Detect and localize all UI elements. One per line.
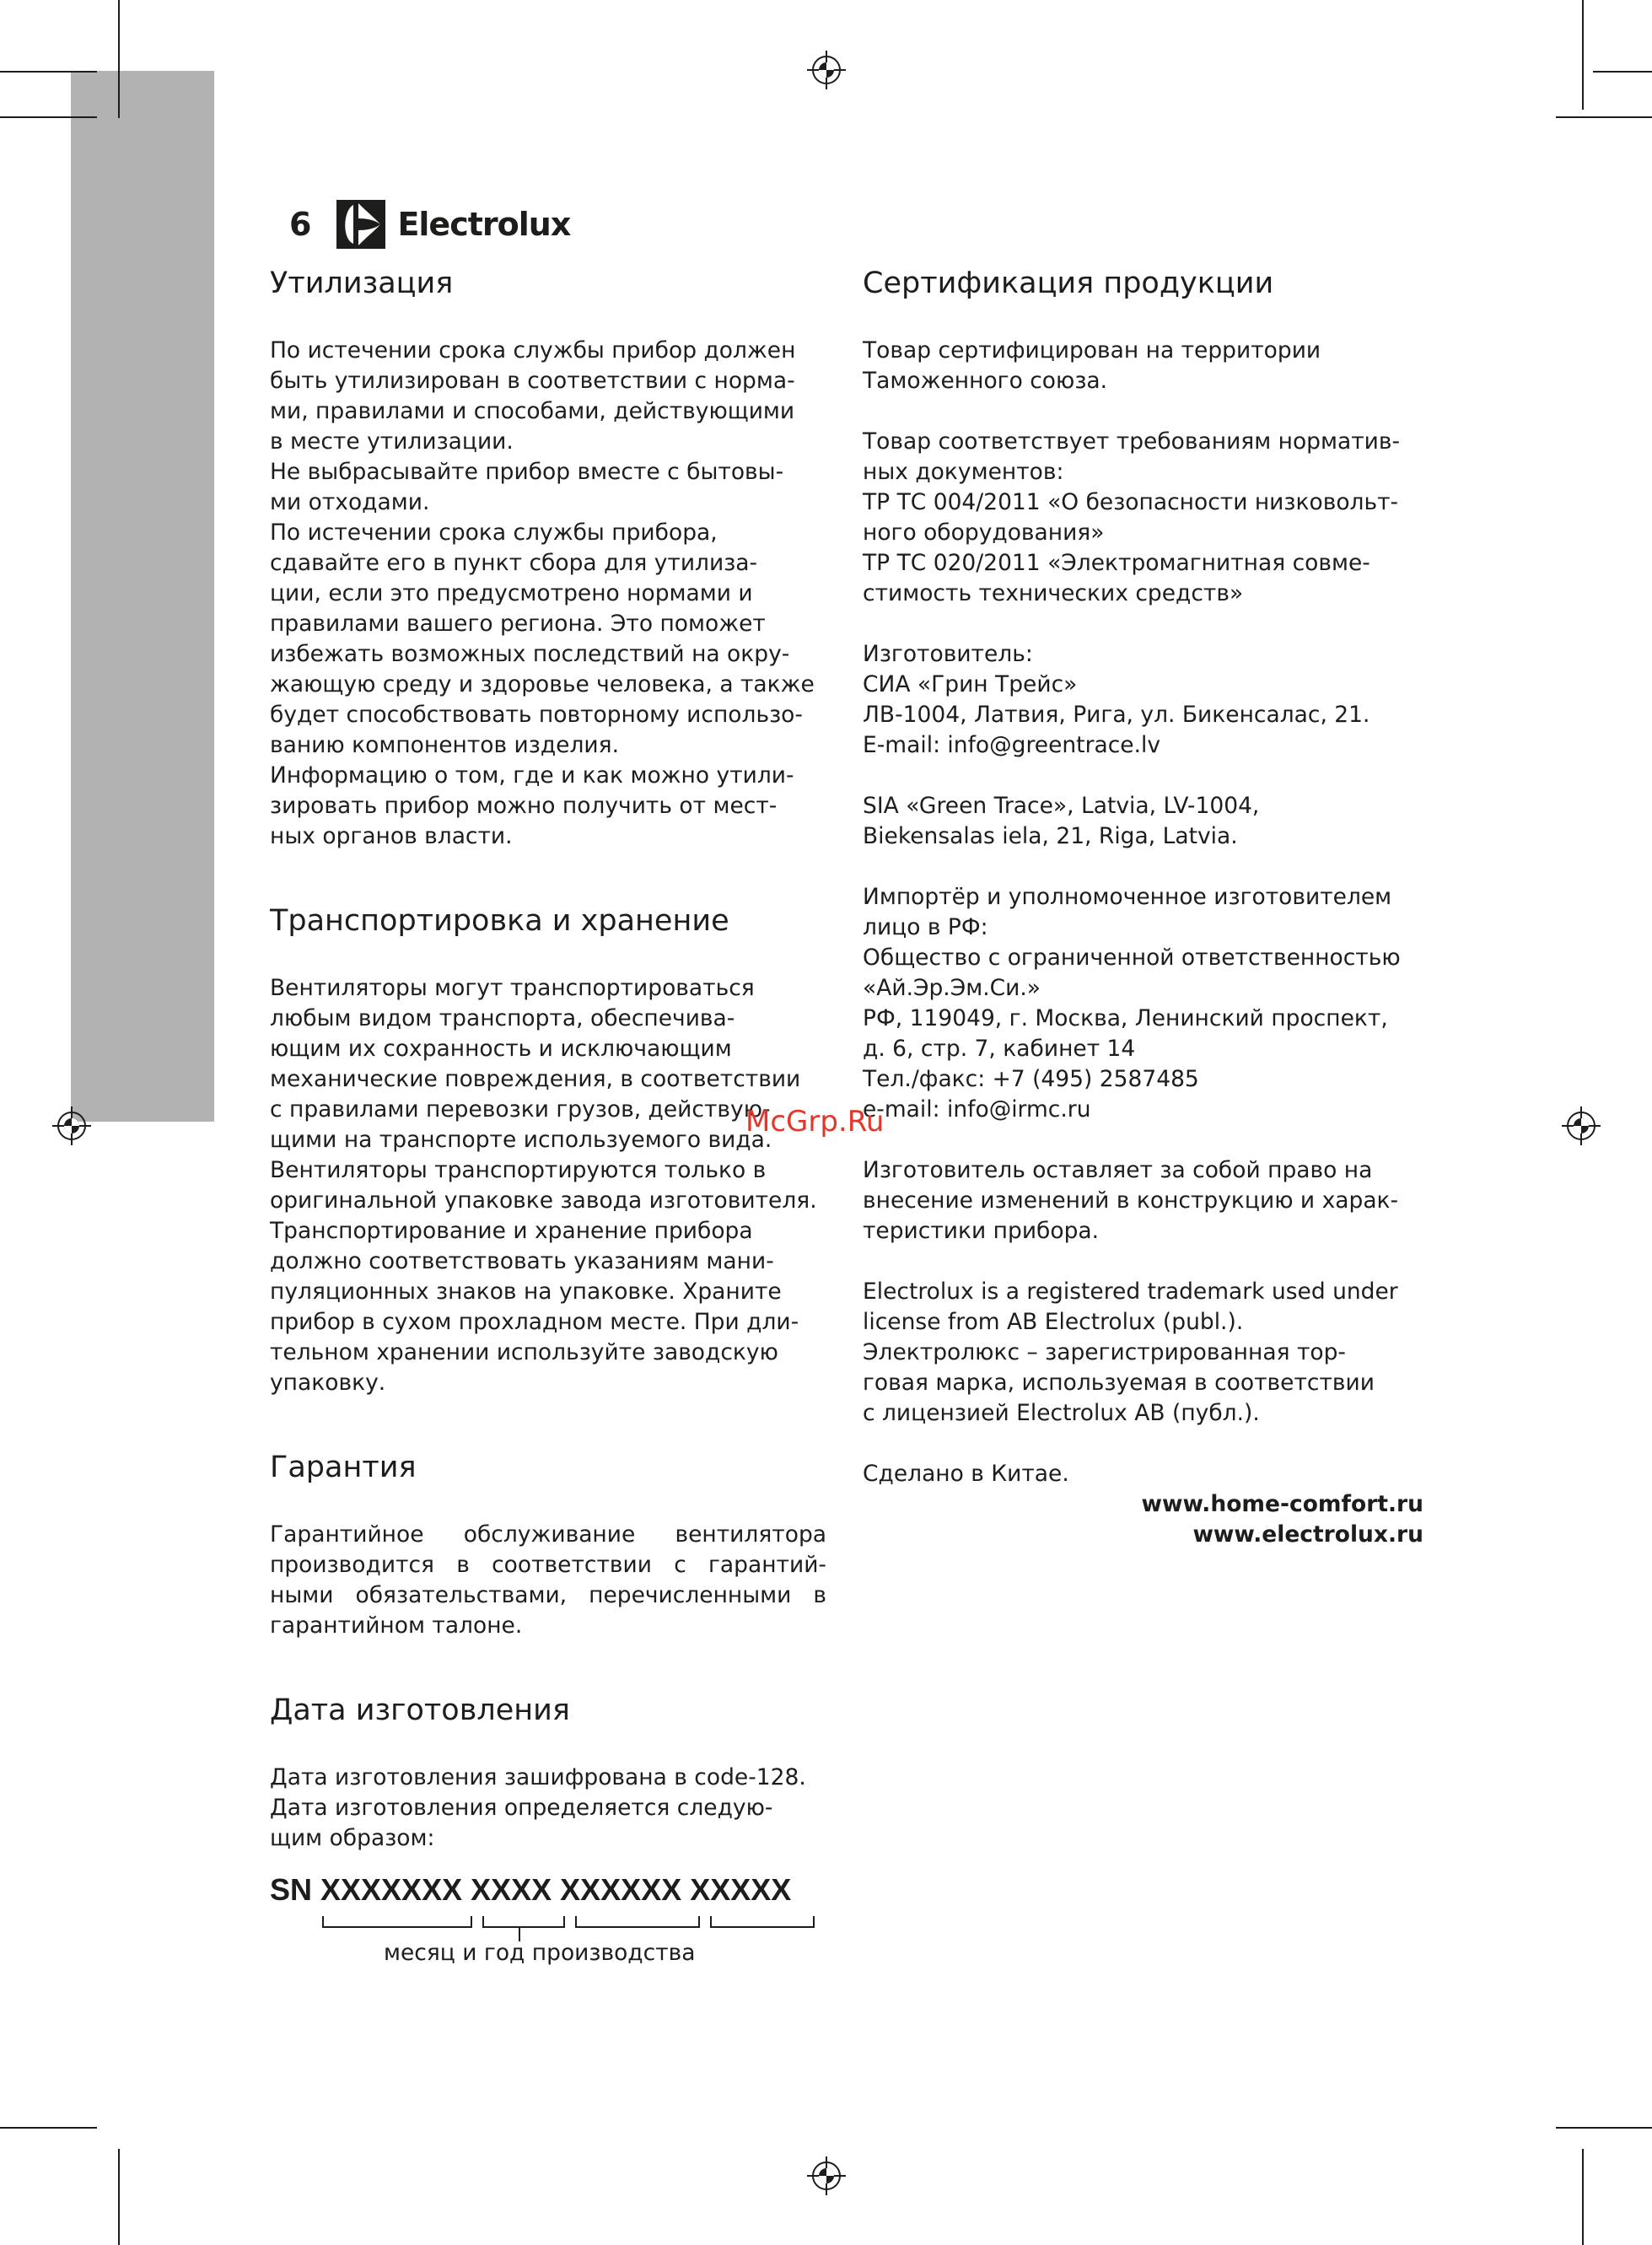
section-transport: [270, 901, 826, 1398]
website-link[interactable]: www.home-comfort.ru: [1141, 1491, 1423, 1517]
importer-paragraph: Импортёр и уполномоченное изготовителем лицо в РФ: Общество с ограниченной ответственностью «Ай.Эр.Эм.Си.» РФ, 119049, г. Москва, Ленинский проспект, д. 6, стр. 7, кабинет 14 Тел./факс: +7 (495) 2587485 e-mail: info@irmc.ru: [863, 884, 1401, 1122]
made-in-paragraph: Сделано в Китае.: [863, 1461, 1069, 1487]
registration-mark-icon: [807, 2156, 846, 2195]
electrolux-logo-icon: [336, 200, 385, 249]
crop-mark: [118, 0, 120, 118]
crop-mark: [0, 116, 97, 118]
section-title: Сертификация продукции: [863, 266, 1274, 300]
certification-paragraph: Товар соответствует требованиям норматив- ных документов: ТР ТС 004/2011 «О безопасности низковольт- ного оборудования» ТР ТС 020/2011 «Электромагнитная совме- стимость технических средств»: [863, 428, 1401, 606]
serial-number-diagram: [270, 1872, 826, 1982]
page-number: 6: [289, 206, 312, 243]
section-text: Гарантийное обслуживание вентилятора производится в соответствии с гарантий-ными обязательствами, перечисленными в гарантийном талоне.: [270, 1521, 826, 1639]
crop-mark: [0, 71, 97, 73]
section-utilization: [270, 263, 826, 852]
serial-number-code: SN XXXXXXX XXXX XXXXXX XXXXX: [270, 1872, 792, 1907]
crop-mark: [1556, 2127, 1652, 2129]
section-title: Гарантия: [270, 1451, 417, 1484]
certification-paragraph: Товар сертифицирован на территории Таможенного союза.: [863, 337, 1321, 394]
crop-mark: [1556, 116, 1652, 118]
right-column: [863, 263, 1423, 1550]
crop-mark: [118, 2149, 120, 2245]
registration-mark-icon: [807, 51, 846, 89]
side-gray-strip: [71, 71, 214, 1122]
registration-mark-icon: [1562, 1106, 1601, 1145]
brand-name: Electrolux: [397, 206, 571, 243]
manufacturer-paragraph: Изготовитель: СИА «Грин Трейс» ЛВ-1004, Латвия, Рига, ул. Бикенсалас, 21. E-mail: info@greentrace.lv: [863, 641, 1370, 758]
section-warranty: [270, 1447, 826, 1641]
website-link[interactable]: www.electrolux.ru: [1192, 1521, 1423, 1548]
page-header: [289, 197, 570, 251]
crop-mark: [1582, 2149, 1584, 2245]
section-title: Дата изготовления: [270, 1693, 570, 1727]
section-text: Дата изготовления зашифрована в code-128. Дата изготовления определяется следую- щим образом:: [270, 1764, 806, 1851]
watermark: McGrp.Ru: [745, 1105, 885, 1139]
crop-mark: [0, 2127, 97, 2129]
section-text: По истечении срока службы прибор должен быть утилизирован в соответствии с норма- ми, правилами и способами, действующими в месте утилизации. Не выбрасывайте прибор вместе с бытовы- ми отходами. По истечении срока службы прибора, сдавайте его в пункт сбора для утилиза- ции, если это предусмотрено нормами и правилами вашего региона. Это поможет избежать возможных последствий на окру- жающую среду и здоровье человека, а также будет способствовать повторному использо- ванию компонентов изделия. Информацию о том, где и как можно утили- зировать прибор можно получить от мест- ных органов власти.: [270, 337, 815, 849]
left-column: [270, 263, 826, 2031]
section-title: Утилизация: [270, 266, 454, 300]
trademark-paragraph: Electrolux is a registered trademark used under license from AB Electrolux (publ.). Электролюкс – зарегистрированная тор- говая марка, используемая в соответствии с лицензией Electrolux AB (публ.).: [863, 1279, 1398, 1426]
manufacturer-paragraph: SIA «Green Trace», Latvia, LV-1004, Biekensalas iela, 21, Riga, Latvia.: [863, 793, 1260, 849]
code-bracket: [575, 1916, 700, 1928]
crop-mark: [1582, 0, 1584, 110]
code-bracket: [322, 1916, 472, 1928]
serial-number-caption: месяц и год производства: [384, 1940, 696, 1966]
code-bracket: [482, 1916, 565, 1928]
section-text: Вентиляторы могут транспортироваться любым видом транспорта, обеспечива- ющим их сохранность и исключающим механические повреждения, в соответствии с правилами перевозки грузов, действую- щими на транспорте используемого вида. Вентиляторы транспортируются только в оригинальной упаковке завода изготовителя. Транспортирование и хранение прибора должно соответствовать указаниям мани- пуляционных знаков на упаковке. Храните прибор в сухом прохладном месте. При дли- тельном хранении используйте заводскую упаковку.: [270, 975, 817, 1396]
section-title: Транспортировка и хранение: [270, 904, 729, 938]
section-manufacture-date: [270, 1690, 826, 1982]
disclaimer-paragraph: Изготовитель оставляет за собой право на внесение изменений в конструкцию и харак- теристики прибора.: [863, 1157, 1399, 1244]
crop-mark: [1593, 71, 1652, 73]
code-bracket: [710, 1916, 815, 1928]
registration-mark-icon: [52, 1106, 91, 1145]
